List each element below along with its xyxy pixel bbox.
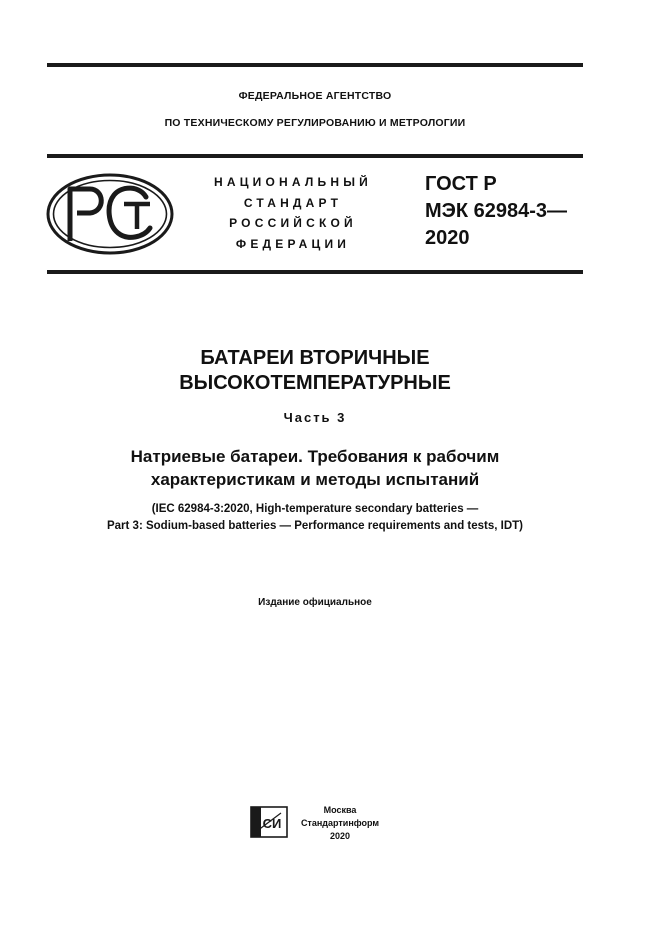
standard-designation [425,171,567,252]
national-standard-block [208,172,378,254]
part-label: Часть 3 [283,410,347,425]
iec-line-2: Part 3: Sodium-based batteries — Performance requirements and tests, IDT) [106,520,524,532]
standartinform-logo-icon [250,806,288,838]
edition-label: Издание официальное [258,597,372,608]
title-line-1: БАТАРЕИ ВТОРИЧНЫЕ [200,347,430,369]
publisher-info [296,804,384,843]
national-line-3: РОССИЙСКОЙ [229,216,357,230]
publisher-city: Москва [323,805,357,815]
designation-line-3: 2020 [425,227,470,249]
bottom-rule [47,270,583,274]
publisher-year: 2020 [329,831,351,841]
agency-line-2: ПО ТЕХНИЧЕСКОМУ РЕГУЛИРОВАНИЮ И МЕТРОЛОГИИ [164,117,466,129]
iec-reference [40,501,590,535]
designation-line-1: ГОСТ Р [425,173,497,195]
title-line-2: ВЫСОКОТЕМПЕРАТУРНЫЕ [179,372,451,394]
iec-line-1: (IEC 62984-3:2020, High-temperature secondary batteries — [151,503,479,515]
publisher-logo-text: СИ [262,816,282,831]
national-line-2: СТАНДАРТ [243,195,343,210]
national-line-1: НАЦИОНАЛЬНЫЙ [213,175,373,189]
document-subtitle [47,445,583,491]
document-title [47,346,583,396]
subtitle-line-2: характеристикам и методы испытаний [150,470,480,489]
designation-line-2: МЭК 62984-3— [425,200,568,222]
subtitle-line-1: Натриевые батареи. Требования к рабочим [130,447,500,466]
national-line-4: ФЕДЕРАЦИИ [235,236,351,251]
publisher-name: Стандартинформ [300,818,380,828]
middle-rule [47,154,583,158]
gost-r-logo-icon [46,173,174,255]
top-rule [47,63,583,67]
agency-line-1: ФЕДЕРАЛЬНОЕ АГЕНТСТВО [238,90,392,102]
